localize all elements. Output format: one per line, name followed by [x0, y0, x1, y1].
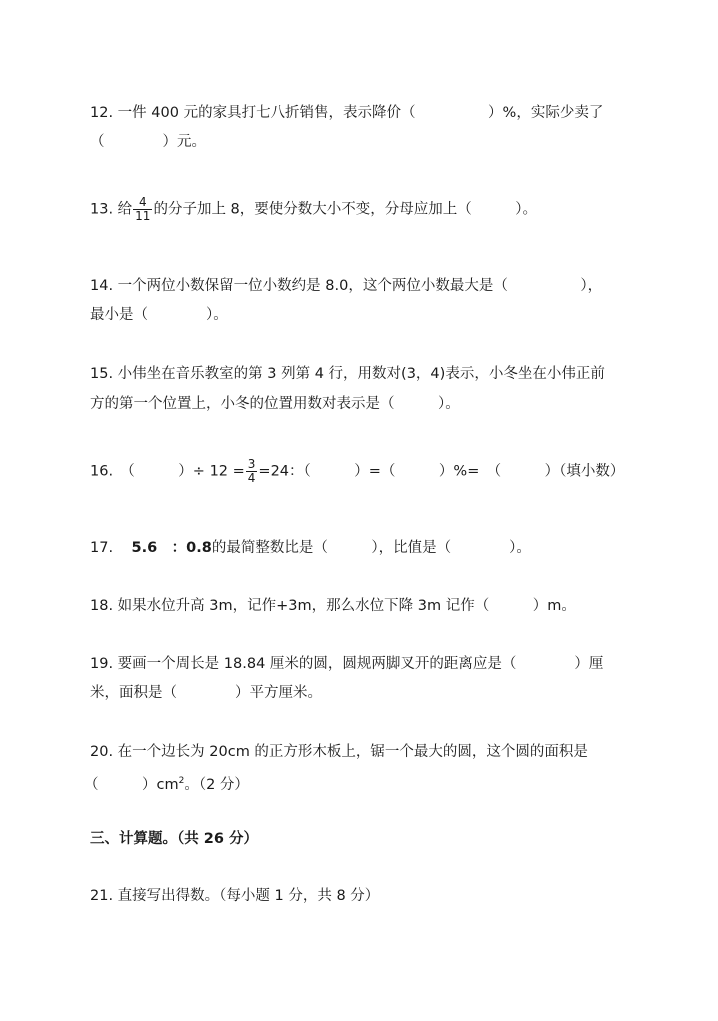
question-13	[90, 196, 537, 223]
question-15-line-2: 方的第一个位置上，小冬的位置用数对表示是（ ）。	[90, 396, 460, 412]
question-20-line-1: 20. 在一个边长为 20cm 的正方形木板上，锯一个最大的圆，这个圆的面积是	[90, 744, 588, 760]
question-13-suffix: 的分子加上 8，要使分数大小不变，分母应加上（ ）。	[153, 201, 538, 218]
fraction-numerator: 3	[247, 457, 256, 471]
question-14-line-2: 最小是（ ）。	[90, 307, 228, 323]
question-17-prefix: 17.	[90, 540, 114, 556]
question-12-line-2: （ ）元。	[90, 134, 206, 150]
question-20-line-2-suffix: 。（2 分）	[184, 776, 249, 793]
question-12-line-1: 12. 一件 400 元的家具打七八折销售，表示降价（ ）%，实际少卖了	[90, 105, 604, 121]
question-16-suffix: =24：（ ）=（ ）%= （ ）（填小数）	[258, 463, 625, 480]
question-13-prefix: 13. 给	[90, 201, 133, 218]
question-21: 21. 直接写出得数。（每小题 1 分，共 8 分）	[90, 888, 380, 904]
fraction-3-4	[246, 458, 258, 485]
question-14-line-1: 14. 一个两位小数保留一位小数约是 8.0，这个两位小数最大是（ ），	[90, 278, 603, 294]
question-17	[90, 538, 531, 558]
question-19-line-2: 米，面积是（ ）平方厘米。	[90, 685, 322, 701]
question-17-ratio: 5.6 ：0.8	[131, 540, 212, 556]
question-15-line-1: 15. 小伟坐在音乐教室的第 3 列第 4 行，用数对(3，4)表示，小冬坐在小伟正前	[90, 366, 605, 382]
superscript-2: 2	[178, 776, 185, 786]
question-17-suffix: 的最简整数比是（ ），比值是（ ）。	[211, 540, 531, 556]
fraction-numerator: 4	[133, 196, 152, 210]
fraction-4-11	[133, 196, 152, 223]
question-18: 18. 如果水位升高 3m，记作+3m，那么水位下降 3m 记作（ ）m。	[90, 598, 576, 614]
question-16-prefix: 16. （ ）÷ 12 =	[90, 463, 245, 480]
fraction-denominator: 11	[135, 209, 151, 223]
question-19-line-1: 19. 要画一个周长是 18.84 厘米的圆，圆规两脚叉开的距离应是（ ）厘	[90, 656, 604, 672]
fraction-denominator: 4	[247, 471, 256, 485]
question-20-line-2-prefix: （ ）cm	[84, 776, 179, 793]
question-20-line-2	[84, 771, 249, 795]
section-3-heading: 三、计算题。（共 26 分）	[90, 831, 259, 847]
question-16	[90, 458, 624, 485]
